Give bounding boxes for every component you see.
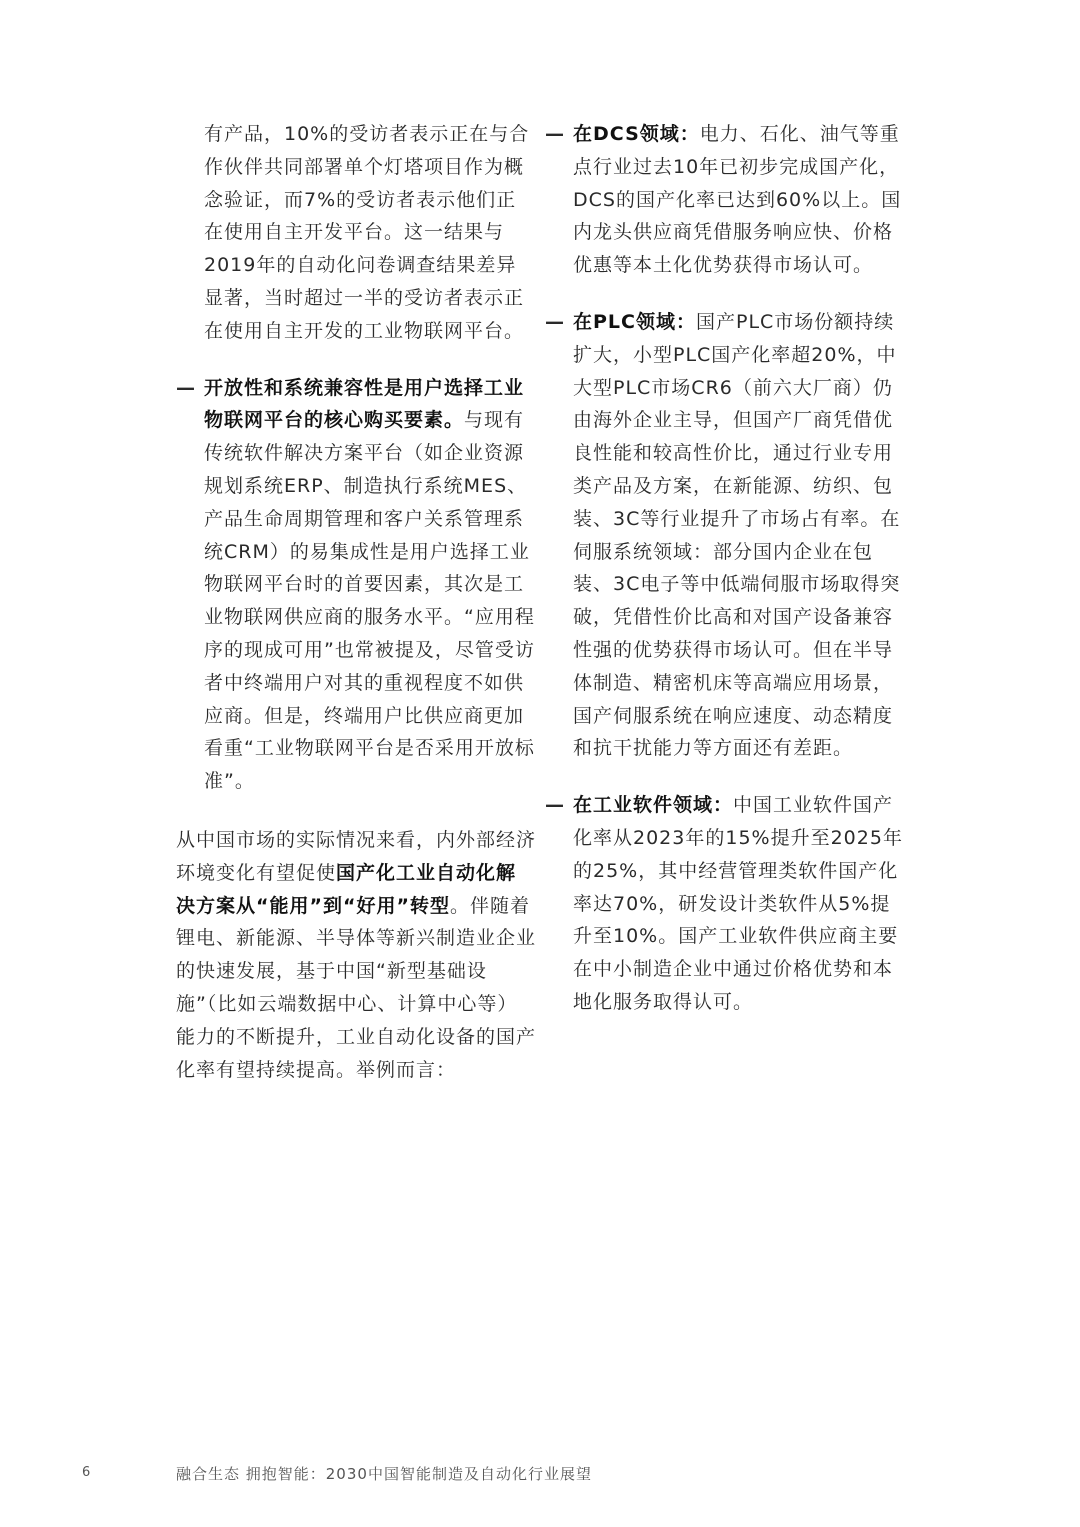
bullet-heading: 开放性和系统兼容性是用户选择工业物联网平台的核心购买要素。 [204, 376, 525, 432]
bullet-software [545, 789, 905, 1019]
bullet-heading: 在DCS领域： [573, 123, 700, 145]
bullet-text: 国产PLC市场份额持续扩大，小型PLC国产化率超20%，中大型PLC市场CR6（前六大厂商）仍由海外企业主导，但国产厂商凭借优良性能和较高性价比，通过行业专用类产品及方案，在新能源、纺织、包装、3C等行业提升了市场占有率。在伺服系统领域：部分国内企业在包装、3C电子等中低端伺服市场取得突破，凭借性价比高和对国产设备兼容性强的优势获得市场认可。但在半导体制造、精密机床等高端应用场景，国产伺服系统在响应速度、动态精度和抗干扰能力等方面还有差距。 [573, 310, 901, 760]
dash-marker: — [545, 310, 565, 333]
bullet-heading: 在工业软件领域： [573, 794, 734, 817]
paragraph-text-2: 。伴随着锂电、新能源、半导体等新兴制造业企业的快速发展，基于中国“新型基础设施”（比如云端数据中心、计算中心等）能力的不断提升，工业自动化设备的国产化率有望持续提高。举例而言： [176, 894, 537, 1081]
left-column [176, 118, 536, 1086]
paragraph-text-1: 从中国市场的实际情况来看，内外部经济环境变化有望促使 [176, 828, 537, 884]
bullet-heading: 在PLC领域： [573, 310, 696, 333]
paragraph-highlight: 国产化工业自动化解决方案从“能用”到“好用”转型 [176, 861, 517, 917]
page-number: 6 [82, 1465, 91, 1480]
running-title: 融合生态 拥抱智能：2030中国智能制造及自动化行业展望 [176, 1465, 592, 1483]
dash-marker: — [545, 123, 565, 145]
china-market-paragraph [176, 824, 536, 1086]
bullet-text: 中国工业软件国产化率从2023年的15%提升至2025年的25%，其中经营管理类软件国产化率达70%，研发设计类软件从5%提升至10%。国产工业软件供应商主要在中小制造企业中通过价格优势和本地化服务取得认可。 [573, 794, 903, 1013]
bullet-plc [545, 306, 905, 765]
dash-marker: — [176, 376, 196, 399]
dash-marker: — [545, 794, 565, 817]
bullet-text: 电力、石化、油气等重点行业过去10年已初步完成国产化，DCS的国产化率已达到60%以上。国内龙头供应商凭借服务响应快、价格优惠等本土化优势获得市场认可。 [573, 123, 902, 277]
continuation-paragraph: 有产品，10%的受访者表示正在与合作伙伴共同部署单个灯塔项目作为概念验证，而7%的受访者表示他们正在使用自主开发平台。这一结果与2019年的自动化问卷调查结果差异显著，当时超过一半的受访者表示正在使用自主开发的工业物联网平台。 [204, 123, 530, 342]
bullet-text: 与现有传统软件解决方案平台（如企业资源规划系统ERP、制造执行系统MES、产品生命周期管理和客户关系管理系统CRM）的易集成性是用户选择工业物联网平台时的首要因素，其次是工业物联网供应商的服务水平。“应用程序的现成可用”也常被提及，尽管受访者中终端用户对其的重视程度不如供应商。但是，终端用户比供应商更加看重“工业物联网平台是否采用开放标准”。 [204, 409, 535, 793]
bullet-dcs [545, 118, 905, 282]
bullet-openness [176, 372, 536, 798]
right-column [545, 118, 905, 1019]
